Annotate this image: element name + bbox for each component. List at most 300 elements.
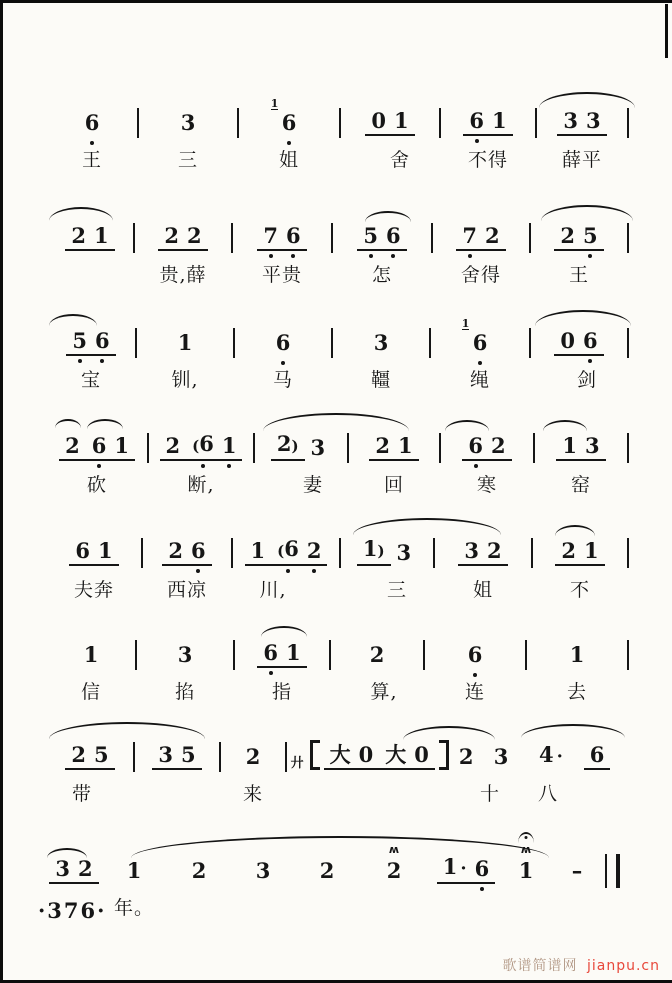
note-digit: 1 [126, 858, 142, 883]
note [191, 538, 206, 564]
note-group [47, 638, 135, 668]
measure [239, 97, 339, 172]
beam-group [69, 538, 118, 566]
note-digit: 4 [539, 742, 554, 767]
lyric: 王 [81, 149, 102, 171]
beam-group [158, 223, 207, 251]
lyric: 绳 [469, 369, 490, 391]
paren-open: ( [277, 542, 285, 560]
note-group [233, 536, 339, 566]
slur-arc [541, 205, 633, 221]
measure [167, 854, 231, 893]
augmentation-dot: · [460, 858, 467, 879]
note [65, 433, 80, 459]
note [55, 856, 70, 882]
note [397, 540, 412, 566]
beam-group [554, 223, 603, 251]
note-digit: 2 [560, 223, 575, 248]
lyric: 十 [479, 783, 500, 805]
note-digit: 6 [474, 856, 490, 881]
note-group [531, 326, 627, 356]
note-digit: 2 [491, 433, 506, 458]
octave-dot [227, 464, 231, 468]
music-line-4 [47, 413, 632, 499]
note [187, 223, 202, 249]
note-digit: 1 [221, 433, 237, 458]
note-digit: 3 [158, 742, 173, 767]
lyric: 不 [569, 579, 590, 601]
note [414, 742, 429, 768]
note-digit: 1 [569, 642, 585, 667]
note [561, 538, 576, 564]
lyric: 带 [71, 783, 92, 805]
note-group [331, 638, 423, 668]
lyric: 马 [272, 369, 293, 391]
scan-edge-left [0, 0, 3, 983]
note-digit: 6 [191, 538, 206, 563]
note-cluster [250, 858, 277, 884]
note-digit: 6 [472, 330, 488, 355]
note [563, 108, 578, 134]
note-digit: 1 [98, 538, 113, 563]
note-cluster [306, 740, 324, 770]
beam-group [556, 433, 605, 461]
note [164, 223, 179, 249]
note-digit: 1 [83, 642, 99, 667]
note-digit: 大 [385, 742, 407, 767]
note [494, 744, 509, 770]
lyric: 姐 [472, 579, 493, 601]
note [84, 642, 99, 668]
note [487, 538, 502, 564]
note-group [143, 536, 231, 566]
music-line-8 [47, 836, 632, 922]
lyric: 夫奔 [73, 579, 114, 601]
beam-group [65, 742, 114, 770]
lyric: 川, [259, 579, 287, 601]
note [168, 538, 183, 564]
note-digit: 0 [560, 328, 575, 353]
note-group [235, 638, 329, 668]
left-bracket [310, 740, 320, 770]
beam-group [66, 328, 115, 356]
measure [527, 638, 627, 704]
beam-group [324, 742, 380, 770]
measure [359, 843, 429, 893]
beam-group [186, 431, 242, 461]
note-digit: 1 [250, 538, 266, 563]
note [72, 328, 87, 354]
note-digit: 1 [94, 223, 109, 248]
octave-dot [478, 361, 482, 365]
octave-dot [269, 671, 273, 675]
note-group [477, 740, 525, 770]
note-digit: 6 [386, 223, 401, 248]
measure-row [47, 221, 632, 287]
note-cluster [453, 744, 480, 770]
beam-group [257, 640, 306, 668]
lyric: 寒 [476, 474, 497, 496]
note-digit: 6 [84, 110, 100, 135]
lyric: 妻 [302, 474, 323, 496]
note-digit: 2 [164, 223, 179, 248]
octave-dot [312, 569, 316, 573]
slur-arc [261, 626, 307, 637]
measure [525, 740, 577, 806]
note-digit: 2 [306, 538, 322, 563]
note-cluster [462, 642, 489, 668]
note-digit: 2 [78, 856, 93, 881]
note [386, 843, 402, 884]
note-cluster [186, 858, 213, 884]
beam-group [365, 108, 414, 136]
note-cluster [314, 858, 341, 884]
measure [535, 431, 627, 497]
slur-arc [521, 724, 625, 738]
note [291, 757, 304, 770]
note-digit: 1 [114, 433, 129, 458]
note [78, 856, 93, 882]
note [276, 330, 291, 356]
lyric: 八 [537, 783, 558, 805]
note [539, 742, 563, 770]
note-cluster [566, 858, 589, 884]
lyric: 三 [386, 579, 407, 601]
lyric: 舍 [389, 149, 410, 171]
note-cluster [121, 858, 148, 884]
note [491, 433, 506, 459]
note [277, 536, 299, 564]
measure [333, 326, 429, 392]
note [363, 536, 385, 564]
note-digit: 6 [286, 223, 301, 248]
note [127, 858, 142, 884]
note [386, 223, 401, 249]
note-digit: 3 [55, 856, 70, 881]
slur-arc [49, 314, 97, 326]
lyric: 信 [80, 681, 101, 703]
note-digit: 3 [177, 642, 193, 667]
measure [233, 536, 339, 602]
note-digit: 6 [263, 640, 278, 665]
beam-group [271, 536, 327, 566]
note-group [149, 431, 253, 461]
note [222, 433, 237, 459]
note-digit: 3 [373, 330, 389, 355]
measure [135, 740, 219, 779]
note-digit: 2 [369, 642, 385, 667]
note [75, 538, 90, 564]
lyric: 剑 [576, 369, 597, 391]
note [468, 433, 483, 459]
lyric: 断, [187, 474, 215, 496]
note [443, 854, 467, 882]
music-line-3 [47, 308, 632, 394]
measure [477, 740, 525, 806]
note-group [47, 326, 135, 356]
beam-group [271, 431, 305, 461]
note-group [441, 431, 533, 461]
note-cluster [533, 742, 569, 770]
note-group [433, 221, 529, 251]
note [71, 223, 86, 249]
note-digit: 3 [586, 108, 601, 133]
note [114, 433, 129, 459]
note-digit: 2 [245, 744, 261, 769]
note-group [167, 854, 231, 884]
note-digit: 3 [585, 433, 600, 458]
measure [503, 843, 549, 893]
beam-group [584, 742, 611, 770]
note-group [535, 431, 627, 461]
note [85, 110, 100, 136]
lyric: 去 [566, 681, 587, 703]
note-digit: 2 [319, 858, 335, 883]
beam-group [162, 538, 211, 566]
note-group [359, 843, 429, 884]
note [263, 640, 278, 666]
paren-close: ) [291, 437, 299, 455]
note-cluster [381, 843, 408, 884]
note [246, 744, 261, 770]
note [374, 330, 389, 356]
note-digit: 0 [414, 742, 429, 767]
barline [627, 108, 629, 138]
slur-arc [403, 726, 495, 740]
note-group [137, 638, 233, 668]
measure [235, 638, 329, 704]
note-digit: 3 [563, 108, 578, 133]
note [469, 108, 484, 134]
octave-dot [100, 359, 104, 363]
beam-group [462, 433, 511, 461]
note [92, 433, 107, 459]
octave-dot [474, 464, 478, 468]
note [398, 433, 413, 459]
grace-note: 1 [270, 97, 279, 110]
note-digit: 7 [263, 223, 278, 248]
note [464, 538, 479, 564]
augmentation-dot: · [556, 746, 563, 767]
measure [341, 536, 433, 602]
note [270, 97, 297, 136]
note-digit: 2 [65, 433, 80, 458]
measure-row [47, 536, 632, 602]
note-group [221, 740, 285, 770]
note [181, 110, 196, 136]
note-digit: 1 [584, 538, 599, 563]
note-digit: 2 [561, 538, 576, 563]
note-group [429, 854, 503, 884]
note-digit: 3 [493, 744, 509, 769]
note-group [235, 326, 331, 356]
note-digit: 5 [363, 223, 378, 248]
slur-arc [535, 310, 631, 326]
octave-dot [196, 569, 200, 573]
note-cluster [305, 435, 332, 461]
note-cluster [435, 740, 453, 770]
note [570, 642, 585, 668]
note-digit: 6 [467, 642, 483, 667]
note-digit: 5 [72, 328, 87, 353]
slur-arc [555, 525, 595, 536]
lyric: 窑 [570, 474, 591, 496]
measure [577, 740, 617, 779]
note [590, 742, 605, 768]
note-digit: 大 [329, 742, 351, 767]
octave-dot [291, 254, 295, 258]
note-cluster [175, 110, 202, 136]
note-group [47, 106, 137, 136]
note-digit: 1 [398, 433, 413, 458]
note-digit: 1 [394, 108, 409, 133]
measure [531, 221, 627, 287]
measure [149, 431, 253, 497]
note-group [333, 326, 429, 356]
note-group [47, 431, 147, 461]
note-group [341, 106, 439, 136]
note [518, 843, 534, 884]
note-group [435, 536, 531, 566]
watermark-site-name: 歌谱简谱网 [502, 958, 578, 974]
note-group [47, 854, 101, 884]
note [560, 328, 575, 354]
note [330, 742, 351, 768]
measure [537, 106, 627, 172]
right-bracket [439, 740, 449, 770]
note-group [47, 740, 133, 770]
measure [47, 221, 133, 260]
measure [47, 740, 133, 806]
note-group [255, 431, 347, 461]
slur-arc [49, 207, 113, 221]
measure [349, 431, 439, 497]
note [307, 538, 322, 564]
slur-arc [353, 518, 501, 535]
beam-group [257, 223, 306, 251]
measure-row [47, 431, 632, 497]
note [192, 858, 207, 884]
note-group [231, 854, 295, 884]
note-digit: 1 [177, 330, 193, 355]
beam-group [379, 742, 435, 770]
note [181, 742, 196, 768]
page-number: ·376· [38, 898, 107, 923]
beam-group [86, 433, 135, 461]
measure-row [47, 97, 632, 172]
barline [627, 223, 629, 253]
note-digit: 3 [255, 858, 271, 883]
measure [333, 221, 431, 287]
note [492, 108, 507, 134]
note-digit: 6 [275, 330, 291, 355]
lyric: 西凉 [166, 579, 207, 601]
lyric: 砍 [86, 474, 107, 496]
note [192, 431, 214, 459]
octave-dot [588, 359, 592, 363]
note-group [503, 843, 549, 884]
note-group [47, 536, 141, 566]
note [370, 642, 385, 668]
paren-close: ) [377, 542, 385, 560]
note [562, 433, 577, 459]
note-cluster [285, 756, 306, 771]
measure-row [47, 740, 632, 806]
measure [549, 854, 605, 893]
mordent-mark: ʍ [388, 843, 400, 856]
lyric: 宝 [80, 369, 101, 391]
lyric: 连 [464, 681, 485, 703]
lyric: 韁 [370, 369, 391, 391]
note-digit: 6 [469, 108, 484, 133]
note-group [295, 854, 359, 884]
note-cluster [391, 540, 418, 566]
note-group [549, 854, 605, 884]
lyric: 算, [370, 681, 398, 703]
note-digit: 2 [458, 744, 474, 769]
note-digit: 6 [91, 433, 107, 458]
measure [47, 431, 147, 497]
note-digit: 1 [518, 858, 534, 883]
measure [137, 638, 233, 704]
measure [233, 221, 331, 287]
measure [341, 106, 439, 172]
lyric: 王 [568, 264, 589, 286]
note-digit: 5 [94, 742, 109, 767]
beam-group [456, 223, 505, 251]
note-digit: 3 [464, 538, 479, 563]
note-digit: 2 [487, 538, 502, 563]
note-digit: 1 [286, 640, 301, 665]
note [277, 431, 299, 459]
note-cluster [78, 642, 105, 668]
octave-dot [78, 359, 82, 363]
note [468, 642, 483, 668]
note-digit: 2 [71, 223, 86, 248]
note-digit: 1 [492, 108, 507, 133]
barline [627, 433, 629, 463]
note-digit: 2 [375, 433, 390, 458]
measure [441, 431, 533, 497]
note-digit: 3 [396, 540, 412, 565]
measure [531, 326, 627, 392]
barline [627, 640, 629, 670]
note [585, 433, 600, 459]
note-digit: 3 [180, 110, 196, 135]
note-digit: 7 [462, 223, 477, 248]
note-group [137, 326, 233, 356]
note-digit: 1 [442, 854, 458, 879]
note [263, 223, 278, 249]
note-group [333, 221, 431, 251]
note-group [527, 638, 627, 668]
note-group [139, 106, 237, 136]
note-group [135, 740, 219, 770]
note-digit: 6 [75, 538, 90, 563]
beam-group [463, 108, 512, 136]
note-group [135, 221, 231, 251]
note [485, 223, 500, 249]
measure [235, 326, 331, 392]
octave-dot [90, 141, 94, 145]
scan-artifact [665, 4, 668, 58]
octave-dot [588, 254, 592, 258]
beam-group [49, 856, 98, 884]
note-digit: 2 [191, 858, 207, 883]
slur-arc [55, 419, 81, 428]
note [475, 856, 490, 882]
note-group [537, 106, 627, 136]
